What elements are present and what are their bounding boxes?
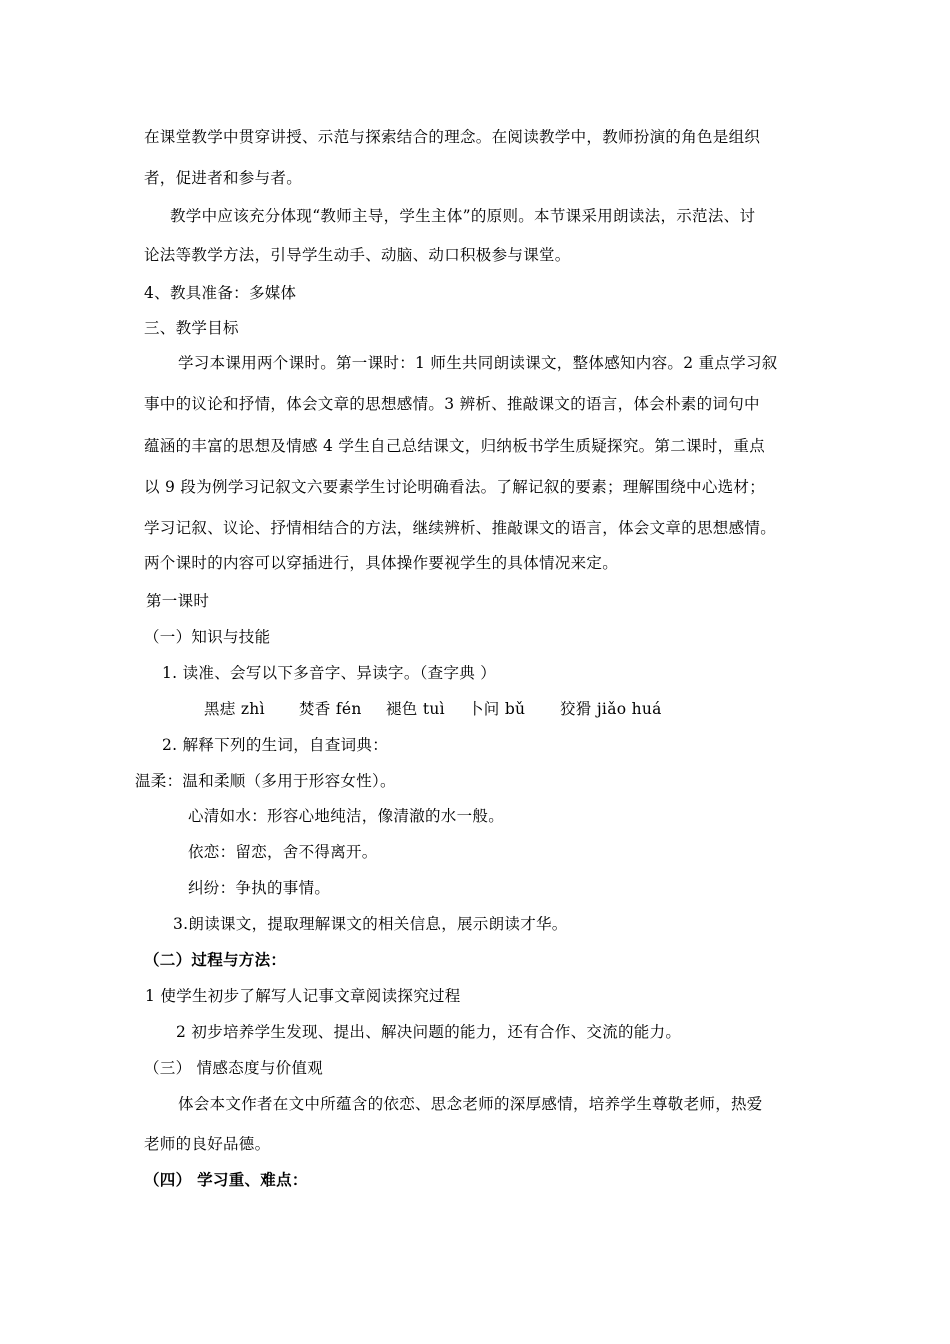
method-item: 2 初步培养学生发现、提出、解决问题的能力，还有合作、交流的能力。 <box>176 1023 682 1041</box>
paragraph-line: 两个课时的内容可以穿插进行，具体操作要视学生的具体情况来定。 <box>144 554 619 572</box>
vocab-entry: 纠纷：争执的事情。 <box>188 879 331 897</box>
subsection-heading: （三） 情感态度与价值观 <box>144 1059 324 1077</box>
paragraph-line: 以 9 段为例学习记叙文六要素学生讨论明确看法。了解记叙的要素；理解围绕中心选材； <box>144 478 766 496</box>
list-item: 1. 读准、会写以下多音字、异读字。（查字典 ） <box>162 664 497 682</box>
section-heading: 三、教学目标 <box>144 319 239 337</box>
paragraph-line: 学习记叙、议论、抒情相结合的方法，继续辨析、推敲课文的语言，体会文章的思想感情。 <box>144 519 777 537</box>
vocab-entry: 心清如水：形容心地纯洁，像清澈的水一般。 <box>188 807 505 825</box>
paragraph-line: 者，促进者和参与者。 <box>144 169 303 187</box>
pronunciation-item: 卜问 bǔ <box>468 700 526 718</box>
vocab-entry: 温柔：温和柔顺（多用于形容女性）。 <box>135 772 396 790</box>
paragraph-line: 事中的议论和抒情，体会文章的思想感情。3 辨析、推敲课文的语言，体会朴素的词句中 <box>144 395 760 413</box>
paragraph-line: 老师的良好品德。 <box>144 1135 271 1153</box>
pronunciation-item: 焚香 fén <box>299 700 362 718</box>
list-item: 2. 解释下列的生词，自查词典： <box>162 736 389 754</box>
lesson-heading: 第一课时 <box>146 592 210 610</box>
subsection-heading: （一）知识与技能 <box>144 628 271 646</box>
paragraph-line: 体会本文作者在文中所蕴含的依恋、思念老师的深厚感情，培养学生尊敬老师，热爱 <box>178 1095 763 1113</box>
vocab-entry: 依恋：留恋，舍不得离开。 <box>188 843 378 861</box>
method-item: 1 使学生初步了解写人记事文章阅读探究过程 <box>145 987 461 1005</box>
list-item: 3.朗读课文，提取理解课文的相关信息，展示朗读才华。 <box>173 915 568 933</box>
pronunciation-item: 狡猾 jiǎo huá <box>560 700 662 718</box>
paragraph-line: 在课堂教学中贯穿讲授、示范与探索结合的理念。在阅读教学中，教师扮演的角色是组织 <box>144 128 761 146</box>
paragraph-line: 教学中应该充分体现“教师主导，学生主体”的原则。本节课采用朗读法，示范法、讨 <box>170 207 756 225</box>
pronunciation-item: 褪色 tuì <box>386 700 445 718</box>
subsection-heading: （二）过程与方法： <box>144 950 287 969</box>
pronunciation-item: 黑痣 zhì <box>204 700 265 718</box>
paragraph-line: 蕴涵的丰富的思想及情感 4 学生自己总结课文，归纳板书学生质疑探究。第二课时，重点 <box>144 437 766 455</box>
equipment-line: 4、教具准备：多媒体 <box>144 284 297 302</box>
paragraph-line: 论法等教学方法，引导学生动手、动脑、动口积极参与课堂。 <box>144 246 571 264</box>
paragraph-line: 学习本课用两个课时。第一课时：1 师生共同朗读课文，整体感知内容。2 重点学习叙 <box>178 354 778 372</box>
subsection-heading: （四） 学习重、难点： <box>144 1170 308 1189</box>
